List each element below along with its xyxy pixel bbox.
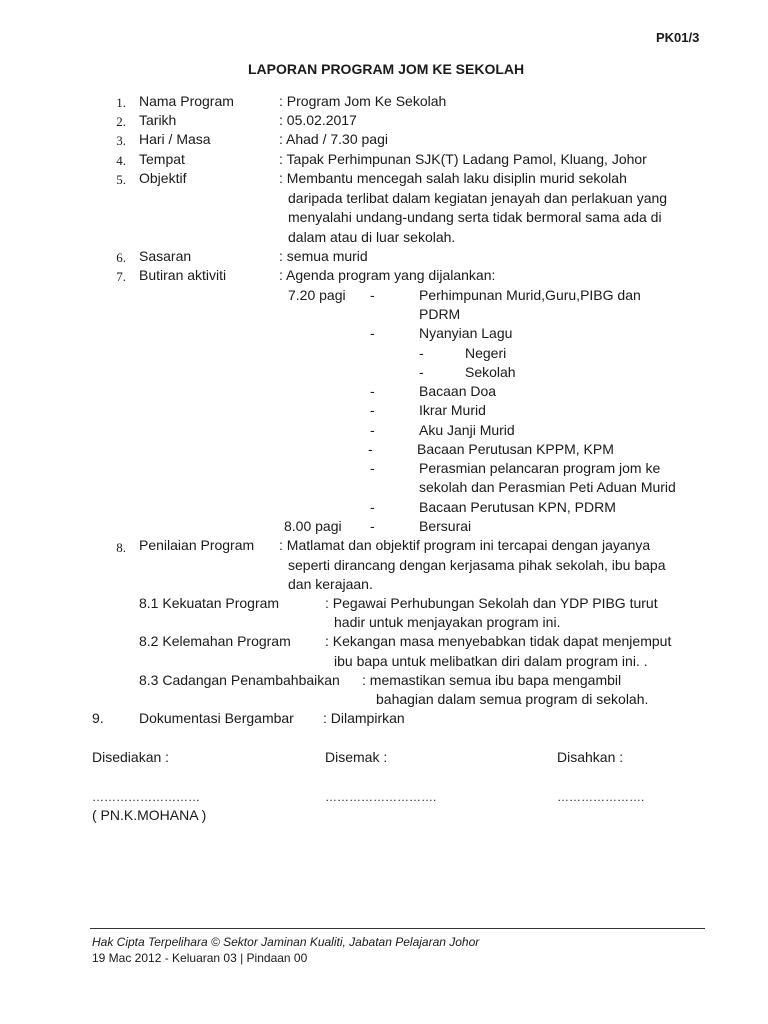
item-value-tempat: : Tapak Perhimpunan SJK(T) Ladang Pamol, Kluang, Johor: [279, 151, 647, 167]
agenda-dash: -: [370, 402, 375, 418]
objektif-continuation: dalam atau di luar sekolah.: [288, 229, 456, 245]
agenda-dash: -: [370, 499, 375, 515]
agenda-sub-entry: Sekolah: [465, 364, 516, 380]
footer-revision: 19 Mac 2012 - Keluaran 03 | Pindaan 00: [92, 951, 308, 965]
agenda-sub-entry: Negeri: [465, 345, 507, 361]
prepared-by-label: Disediakan :: [92, 749, 170, 765]
agenda-entry: PDRM: [419, 306, 461, 322]
agenda-time: 7.20 pagi: [288, 287, 346, 303]
item-number: 6.: [116, 250, 126, 265]
sub-value-kelemahan: ibu bapa untuk melibatkan diri dalam program ini. .: [334, 653, 648, 669]
item-value-sasaran: : semua murid: [279, 248, 368, 264]
agenda-entry: Bacaan Perutusan KPN, PDRM: [419, 499, 616, 515]
item-number: 7.: [116, 269, 126, 284]
item-label-objektif: Objektif: [139, 170, 187, 186]
item-label-dokumentasi: Dokumentasi Bergambar: [139, 710, 294, 726]
item-number: 5.: [116, 172, 126, 187]
item-number: 4.: [116, 153, 126, 168]
agenda-sub-dash: -: [419, 345, 424, 361]
sub-value-cadangan: bahagian dalam semua program di sekolah.: [376, 691, 649, 707]
agenda-entry: Bersurai: [419, 518, 472, 534]
item-label-tarikh: Tarikh: [139, 112, 177, 128]
agenda-entry: Ikrar Murid: [419, 402, 486, 418]
item-label-sasaran: Sasaran: [139, 248, 192, 264]
item-label-tempat: Tempat: [139, 151, 185, 167]
item-label-butiran-aktiviti: Butiran aktiviti: [139, 267, 227, 283]
item-label-penilaian: Penilaian Program: [139, 537, 255, 553]
item-value-tarikh: : 05.02.2017: [279, 112, 357, 128]
prepared-signature-line: ………………………: [92, 790, 200, 804]
sub-label-kelemahan: 8.2 Kelemahan Program: [139, 633, 291, 649]
checked-signature-line: ……………………….: [325, 790, 437, 804]
sub-value-cadangan: : memastikan semua ibu bapa mengambil: [362, 672, 622, 688]
item-value-dokumentasi: : Dilampirkan: [323, 710, 405, 726]
agenda-dash: -: [370, 325, 375, 341]
sub-value-kekuatan: hadir untuk menjayakan program ini.: [334, 614, 561, 630]
checked-by-label: Disemak :: [325, 749, 388, 765]
agenda-entry: Bacaan Perutusan KPPM, KPM: [417, 441, 614, 457]
item-number: 2.: [116, 114, 126, 129]
item-label-hari-masa: Hari / Masa: [139, 131, 211, 147]
item-label-nama-program: Nama Program: [139, 93, 234, 109]
preparer-name: ( PN.K.MOHANA ): [92, 807, 207, 823]
agenda-entry: Bacaan Doa: [419, 383, 497, 399]
agenda-dash: -: [370, 422, 375, 438]
agenda-entry: Perasmian pelancaran program jom ke: [419, 460, 661, 476]
agenda-entry: Perhimpunan Murid,Guru,PIBG dan: [419, 287, 641, 303]
item-number: 1.: [116, 95, 126, 110]
item-number: 3.: [116, 133, 126, 148]
agenda-entry: Aku Janji Murid: [419, 422, 515, 438]
sub-label-kekuatan: 8.1 Kekuatan Program: [139, 595, 280, 611]
item-value-nama-program: : Program Jom Ke Sekolah: [279, 93, 447, 109]
agenda-dash: -: [370, 518, 375, 534]
objektif-continuation: daripada terlibat dalam kegiatan jenayah dan perlakuan yang: [288, 190, 668, 206]
sub-value-kekuatan: : Pegawai Perhubungan Sekolah dan YDP PIBG turut: [325, 595, 658, 611]
sub-value-kelemahan: : Kekangan masa menyebabkan tidak dapat menjemput: [325, 633, 672, 649]
penilaian-text: seperti dirancang dengan kerjasama pihak sekolah, ibu bapa: [288, 557, 666, 573]
item-number: 8.: [116, 540, 126, 555]
document-code: PK01/3: [656, 30, 700, 45]
agenda-dash: -: [370, 383, 375, 399]
agenda-dash: -: [368, 441, 373, 457]
agenda-dash: -: [370, 460, 375, 476]
item-value-hari-masa: : Ahad / 7.30 pagi: [279, 131, 388, 147]
agenda-entry: Nyanyian Lagu: [419, 325, 513, 341]
agenda-entry: sekolah dan Perasmian Peti Aduan Murid: [419, 479, 676, 495]
document-title: LAPORAN PROGRAM JOM KE SEKOLAH: [248, 61, 525, 77]
item-number: 9.: [92, 710, 104, 726]
agenda-sub-dash: -: [419, 364, 424, 380]
agenda-time: 8.00 pagi: [284, 518, 342, 534]
approved-signature-line: ………………….: [557, 790, 645, 804]
footer-divider: [90, 928, 705, 929]
approved-by-label: Disahkan :: [557, 749, 624, 765]
objektif-continuation: menyalahi undang-undang serta tidak bermoral sama ada di: [288, 209, 662, 225]
item-value-butiran-aktiviti: : Agenda program yang dijalankan:: [279, 267, 496, 283]
penilaian-text: : Matlamat dan objektif program ini tercapai dengan jayanya: [279, 537, 651, 553]
footer-copyright: Hak Cipta Terpelihara © Sektor Jaminan Kualiti, Jabatan Pelajaran Johor: [92, 935, 480, 949]
agenda-dash: -: [370, 287, 375, 303]
penilaian-text: dan kerajaan.: [288, 576, 373, 592]
sub-label-cadangan: 8.3 Cadangan Penambahbaikan: [139, 672, 340, 688]
item-value-objektif: : Membantu mencegah salah laku disiplin murid sekolah: [279, 170, 627, 186]
